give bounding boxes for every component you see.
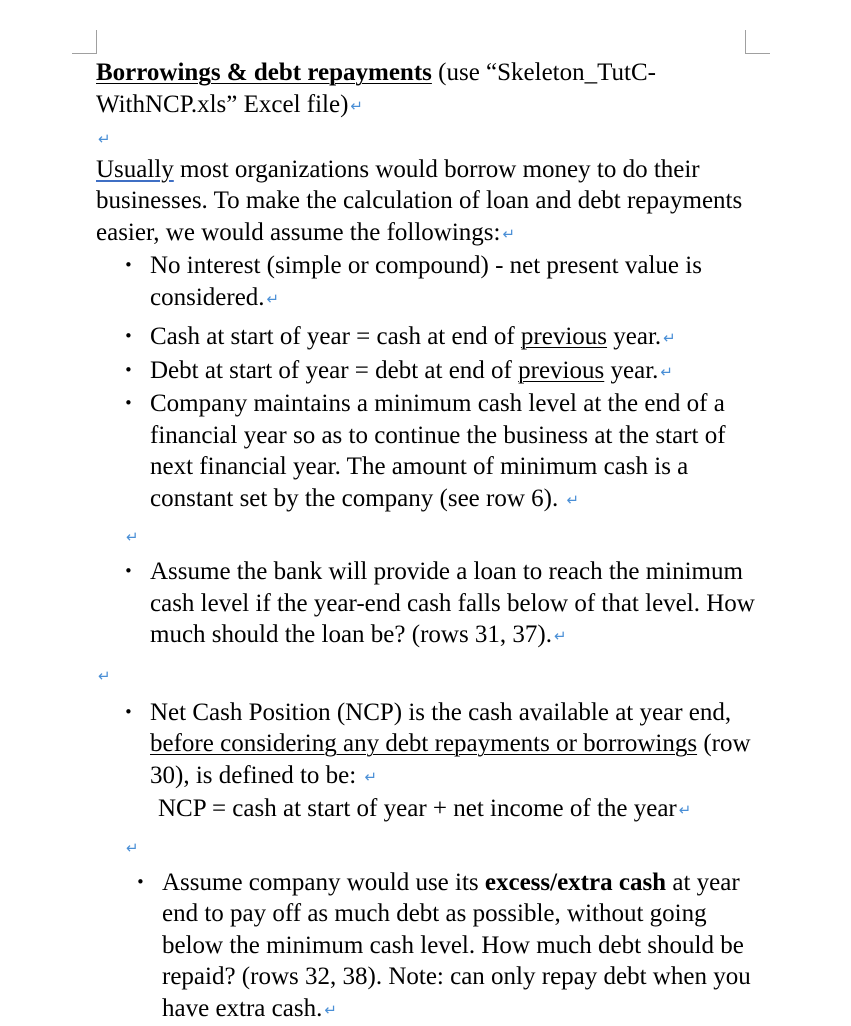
heading-title: Borrowings & debt repayments xyxy=(96,59,432,86)
document-body xyxy=(96,57,756,1026)
spellcheck-word[interactable]: Usually xyxy=(96,156,174,183)
list-item-text-end: (row 30), is defined to be: xyxy=(150,730,751,789)
heading-rest-line2: WithNCP.xls” Excel file) xyxy=(96,91,348,118)
empty-paragraph xyxy=(96,516,756,556)
bullet-icon: • xyxy=(124,697,133,729)
ncp-formula: NCP = cash at start of year + net income of the year xyxy=(150,795,677,822)
list-item-text-end: at year end to pay off as much debt as possible, without going below the minimum cash level. How much debt should be repaid? (rows 32, 38). Note: can only repay debt when you have extra cash. xyxy=(162,869,751,1022)
bullet-icon: • xyxy=(124,556,133,588)
bullet-list-4 xyxy=(96,867,756,1026)
underlined-word: previous xyxy=(521,323,607,350)
paragraph-mark-icon: ↵ xyxy=(126,839,139,857)
list-item-text: Assume the bank will provide a loan to reach the minimum cash level if the year-end cash falls below of that level. How much should the loan be? (rows 31, 37). xyxy=(150,558,755,648)
paragraph-mark-icon: ↵ xyxy=(566,491,579,509)
paragraph-mark-icon: ↵ xyxy=(267,290,280,308)
bullet-icon: • xyxy=(124,355,133,387)
intro-text: most organizations would borrow money to do their businesses. To make the calculation of loan and debt repayments easier, we would assume the followings: xyxy=(96,156,742,246)
heading-rest-line1: (use “Skeleton_TutC- xyxy=(432,59,656,86)
bullet-list-2 xyxy=(96,556,756,653)
bullet-list-3 xyxy=(96,697,756,827)
empty-paragraph xyxy=(96,827,756,867)
paragraph-mark-icon: ↵ xyxy=(663,329,676,347)
paragraph-mark-icon: ↵ xyxy=(324,1001,337,1019)
list-item xyxy=(96,388,756,516)
list-item-text: Net Cash Position (NCP) is the cash available at year end, xyxy=(150,699,731,726)
bullet-list-1 xyxy=(96,250,756,516)
paragraph-mark-icon: ↵ xyxy=(364,768,377,786)
bullet-icon: • xyxy=(124,250,133,282)
list-item-text: Assume company would use its xyxy=(162,869,485,896)
list-item xyxy=(96,867,756,1026)
heading-paragraph xyxy=(96,57,756,122)
list-item-text: No interest (simple or compound) - net present value is considered. xyxy=(150,252,702,311)
empty-paragraph xyxy=(96,653,756,697)
list-item xyxy=(96,697,756,827)
list-item-text-end: year. xyxy=(604,357,658,384)
paragraph-mark-icon: ↵ xyxy=(660,363,673,381)
list-item-text: Debt at start of year = debt at end of xyxy=(150,357,518,384)
list-item-text-end: year. xyxy=(607,323,661,350)
list-item xyxy=(96,556,756,653)
bold-phrase: excess/extra cash xyxy=(485,869,666,896)
paragraph-mark-icon: ↵ xyxy=(98,130,111,148)
list-item-text: Cash at start of year = cash at end of xyxy=(150,323,521,350)
paragraph-mark-icon: ↵ xyxy=(126,528,139,546)
bullet-icon: • xyxy=(124,388,133,420)
paragraph-mark-icon: ↵ xyxy=(554,627,567,645)
bullet-icon: • xyxy=(136,867,145,899)
list-item xyxy=(96,355,756,389)
paragraph-mark-icon: ↵ xyxy=(350,97,363,115)
underlined-phrase: before considering any debt repayments or borrowings xyxy=(150,730,697,757)
intro-paragraph xyxy=(96,154,756,251)
list-item-text: Company maintains a minimum cash level at the end of a financial year so as to continue the business at the start of next financial year. The amount of minimum cash is a constant set by the company (see row 6). xyxy=(150,390,726,512)
list-item xyxy=(96,321,756,355)
bullet-icon: • xyxy=(124,321,133,353)
paragraph-mark-icon: ↵ xyxy=(502,225,515,243)
underlined-word: previous xyxy=(518,357,604,384)
paragraph-mark-icon: ↵ xyxy=(679,801,692,819)
paragraph-mark-icon: ↵ xyxy=(98,667,111,685)
list-item xyxy=(96,250,756,315)
empty-paragraph xyxy=(96,122,756,154)
